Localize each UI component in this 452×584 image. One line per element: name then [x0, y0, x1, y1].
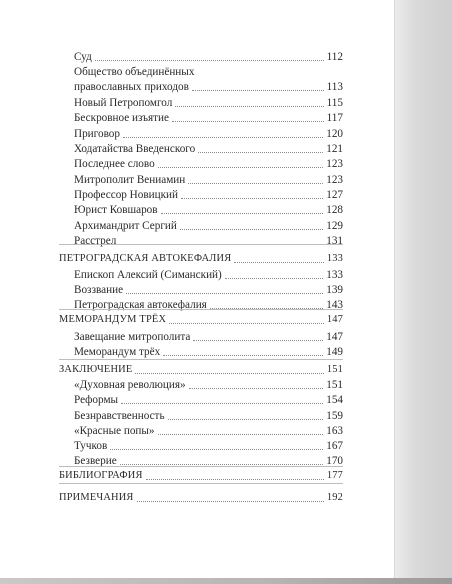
toc-entry-memorandum	[74, 344, 343, 359]
toc-entry-title: «Красные попы»	[74, 425, 155, 437]
toc-entry-page: 163	[326, 425, 343, 437]
section-divider	[59, 483, 343, 484]
dot-leader	[126, 293, 323, 294]
toc-entry-page: 112	[326, 51, 343, 63]
dot-leader	[169, 323, 324, 324]
toc-entry-page: 159	[326, 410, 343, 422]
toc-entry-title: Меморандум трёх	[74, 346, 161, 358]
toc-entry-page: 123	[326, 158, 343, 170]
toc-entry-society-line1: Общество объединённых	[74, 66, 195, 78]
toc-entry-new-pogrom	[74, 95, 343, 110]
toc-entry-sergiy	[74, 218, 343, 233]
dot-leader	[189, 388, 324, 389]
toc-entry-page: 151	[326, 379, 343, 391]
dot-leader	[121, 403, 323, 404]
toc-entry-title: Юрист Ковшаров	[74, 204, 158, 216]
toc-entry-title: Архимандрит Сергий	[74, 220, 177, 232]
dot-leader	[192, 90, 324, 91]
toc-section-title: ПЕТРОГРАДСКАЯ АВТОКЕФАЛИЯ	[59, 253, 232, 264]
dot-leader	[161, 213, 324, 214]
toc-entry-page: 149	[326, 346, 343, 358]
dot-leader	[137, 501, 324, 502]
toc-entry-page: 167	[326, 440, 343, 452]
toc-entry-page: 120	[326, 128, 343, 140]
toc-entry-title: Воззвание	[74, 284, 124, 296]
toc-entry-page: 123	[326, 174, 343, 186]
toc-entry-title: Ходатайства Введенского	[74, 143, 196, 155]
toc-entry-page: 115	[326, 97, 343, 109]
section-divider	[59, 244, 343, 245]
toc-entry-novitsky	[74, 187, 343, 202]
toc-section-page: 192	[326, 492, 343, 503]
toc-entry-title: Профессор Новицкий	[74, 189, 179, 201]
dot-leader	[120, 464, 324, 465]
toc-section-page: 177	[326, 470, 343, 481]
toc-entry-page: 131	[326, 235, 343, 247]
toc-entry-tuchkov	[74, 438, 343, 453]
dot-leader	[163, 355, 323, 356]
toc-entry-page: 113	[326, 81, 343, 93]
toc-entry-title: Петроградская автокефалия	[74, 299, 207, 311]
toc-entry-title: Бескровное изъятие	[74, 112, 170, 124]
toc-entry-title: Приговор	[74, 128, 120, 140]
toc-entry-title: Расстрел	[74, 235, 117, 247]
toc-entry-page: 128	[326, 204, 343, 216]
dot-leader	[146, 479, 324, 480]
toc-entry-veniamin	[74, 172, 343, 187]
toc-entry-bloodless	[74, 110, 343, 125]
dot-leader	[172, 121, 324, 122]
dot-leader	[198, 152, 323, 153]
toc-entry-red-priests	[74, 423, 343, 438]
toc-entry-page: 154	[326, 394, 343, 406]
toc-entry-verdict	[74, 126, 343, 141]
toc-entry-page: 117	[326, 112, 343, 124]
section-divider	[59, 309, 343, 310]
toc-section-page: 147	[326, 314, 343, 325]
toc-entry-title: Реформы	[74, 394, 119, 406]
toc-entry-petitions	[74, 141, 343, 156]
toc-section-page: 151	[326, 364, 343, 375]
toc-entry-execution	[74, 233, 343, 248]
toc-entry-title: Епископ Алексий (Симанский)	[74, 269, 222, 281]
toc-section-title: ЗАКЛЮЧЕНИЕ	[59, 364, 133, 375]
toc-entry-kovsharov	[74, 202, 343, 217]
toc-section-title: БИБЛИОГРАФИЯ	[59, 470, 143, 481]
toc-entry-title: Тучков	[74, 440, 108, 452]
toc-entry-title: Безнравственность	[74, 410, 165, 422]
toc-entry-court	[74, 49, 343, 64]
toc-entry-title: Завещание митрополита	[74, 331, 191, 343]
toc-section-autocephaly	[59, 251, 343, 266]
toc-entry-title: православных приходов	[74, 81, 189, 93]
dot-leader	[175, 106, 323, 107]
toc-section-page: 133	[326, 253, 343, 264]
toc-entry-immorality	[74, 408, 343, 423]
toc-entry-spiritual-revolution	[74, 377, 343, 392]
dot-leader	[135, 373, 323, 374]
section-divider	[59, 466, 343, 467]
toc-entry-page: 147	[326, 331, 343, 343]
toc-section-notes	[59, 490, 343, 505]
dot-leader	[234, 262, 323, 263]
toc-entry-last-word	[74, 156, 343, 171]
toc-entry-testament	[74, 329, 343, 344]
dot-leader	[225, 278, 323, 279]
dot-leader	[188, 183, 323, 184]
toc-entry-title: Безверие	[74, 455, 117, 467]
toc-entry-reforms	[74, 392, 343, 407]
toc-entry-appeal	[74, 282, 343, 297]
dot-leader	[168, 419, 324, 420]
toc-entry-title: Митрополит Вениамин	[74, 174, 186, 186]
toc-entry-page: 133	[326, 269, 343, 281]
toc-entry-aleksiy	[74, 267, 343, 282]
toc-entry-page: 143	[326, 299, 343, 311]
dot-leader	[158, 434, 324, 435]
dot-leader	[180, 229, 323, 230]
toc-section-title: МЕМОРАНДУМ ТРЁХ	[59, 314, 167, 325]
toc-entry-page: 170	[326, 455, 343, 467]
dot-leader	[95, 60, 324, 61]
toc-section-title: ПРИМЕЧАНИЯ	[59, 492, 134, 503]
toc-entry-page: 139	[326, 284, 343, 296]
toc-entry-title: Последнее слово	[74, 158, 155, 170]
dot-leader	[181, 198, 323, 199]
toc-entry-page: 127	[326, 189, 343, 201]
dot-leader	[123, 137, 323, 138]
toc-entry-page: 129	[326, 220, 343, 232]
toc-entry-page: 121	[326, 143, 343, 155]
section-divider	[59, 359, 343, 360]
dot-leader	[110, 449, 323, 450]
dot-leader	[158, 167, 324, 168]
toc-section-conclusion	[59, 362, 343, 377]
toc-entry-society	[74, 79, 343, 94]
toc-entry-title: Суд	[74, 51, 92, 63]
toc-section-bibliography	[59, 468, 343, 483]
toc-section-memorandum	[59, 312, 343, 327]
toc-entry-title: Новый Петропомгол	[74, 97, 173, 109]
dot-leader	[193, 340, 323, 341]
toc-entry-title: «Духовная революция»	[74, 379, 186, 391]
